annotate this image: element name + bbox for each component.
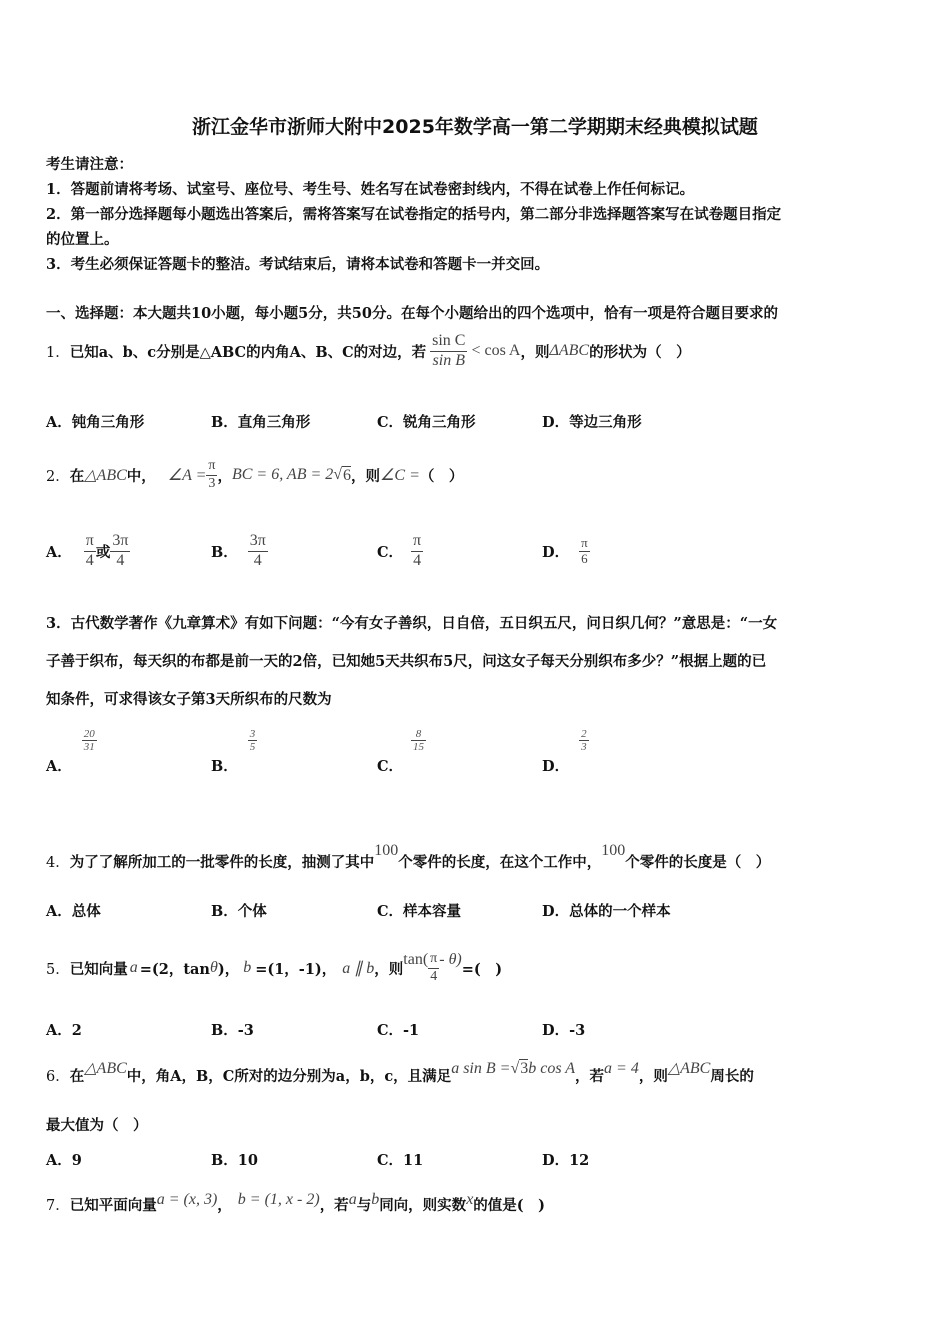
math-condition: a = 4 bbox=[604, 1060, 639, 1077]
option-c: C．-1 bbox=[377, 1022, 420, 1039]
option-a: A．9 bbox=[46, 1152, 82, 1169]
math-condition: BC = 6, AB = 2 bbox=[231, 466, 334, 483]
question-text: ，则 bbox=[351, 467, 381, 485]
option-b bbox=[211, 728, 257, 776]
question-text: 为了了解所加工的一批零件的长度，抽测了其中 bbox=[69, 854, 375, 871]
fraction: $\frac{8}{15}$ bbox=[413, 727, 425, 754]
angle-c: ∠C = bbox=[380, 467, 420, 484]
question-text: 与 bbox=[356, 1197, 372, 1214]
question-text: ， bbox=[217, 1197, 232, 1214]
question-text: ，若 bbox=[575, 1068, 605, 1085]
or-text: 或 bbox=[95, 543, 111, 561]
question-text: 周长的 bbox=[710, 1068, 754, 1085]
option-a bbox=[46, 728, 97, 776]
question-number: 5． bbox=[46, 961, 70, 978]
fraction: $\frac{\pi}{4}$ bbox=[413, 532, 422, 569]
question-text: 的形状为（ ） bbox=[589, 343, 691, 361]
question-text: ，则 bbox=[638, 1068, 668, 1085]
math-relation: < cos A bbox=[471, 342, 521, 359]
question-text: ，则 bbox=[374, 960, 404, 978]
question-3-line: 3．古代数学著作《九章算术》有如下问题：“今有女子善织，日自倍，五日织五尺，问日织几何？”意思是：“一女 bbox=[46, 615, 778, 632]
option-a: A．2 bbox=[46, 1022, 82, 1039]
math-triangle: ΔABC bbox=[549, 342, 590, 359]
fraction: $\frac{\pi}{4}$ bbox=[430, 951, 438, 984]
page-title: 浙江金华市浙师大附中2025年数学高一第二学期期末经典模拟试题 bbox=[192, 116, 758, 138]
notice-item: 的位置上。 bbox=[46, 231, 119, 248]
option-a: A．总体 bbox=[46, 903, 101, 920]
question-number: 2． bbox=[46, 468, 70, 485]
question-text: 的值是( ) bbox=[473, 1197, 546, 1214]
vector-a: a bbox=[348, 1191, 357, 1208]
fraction: $\frac{\pi}{4}$ bbox=[85, 532, 94, 569]
question-6: 6． 在 △ABC 中，角A，B，C所对的边分别为a，b，c，且满足 a sin B = √ 3 b cos A ，若 a = 4 ，则 △ABC 周长的 bbox=[46, 1060, 754, 1085]
question-7 bbox=[46, 1185, 545, 1215]
fraction: $\frac{3}{5}$ bbox=[249, 727, 256, 754]
option-label: B． bbox=[211, 543, 238, 561]
option-label: D． bbox=[542, 758, 570, 775]
angle-a: ∠A = bbox=[167, 467, 207, 484]
vector-b: b bbox=[243, 959, 252, 976]
question-number: 1． bbox=[46, 344, 70, 361]
math-number: 100 bbox=[374, 842, 399, 859]
math-number: 100 bbox=[601, 842, 626, 859]
tan-argument: - θ) bbox=[439, 951, 462, 968]
question-text: 中，角A，B，C所对的边分别为a，b，c，且满足 bbox=[126, 1068, 452, 1085]
variable-x: x bbox=[466, 1191, 474, 1208]
section-heading: 一、选择题：本大题共10小题，每小题5分，共50分。在每个小题给出的四个选项中，恰有一项是符合题目要求的 bbox=[46, 305, 778, 322]
option-a bbox=[46, 528, 130, 574]
math-triangle: △ABC bbox=[667, 1060, 711, 1077]
question-text: 已知平面向量 bbox=[69, 1197, 157, 1214]
fraction: $\frac{3\pi}{4}$ bbox=[249, 532, 266, 569]
vector-b: b bbox=[371, 1191, 380, 1208]
sqrt-value: 3 bbox=[520, 1060, 529, 1077]
question-3-line: 子善于织布，每天织的布都是前一天的2倍，已知她5天共织布5尺，问这女子每天分别织布多少？”根据上题的已 bbox=[46, 653, 767, 670]
option-label: A． bbox=[46, 543, 72, 561]
question-text: 个零件的长度，在这个工作中， bbox=[398, 854, 602, 871]
question-text: ，则 bbox=[520, 343, 550, 361]
sqrt-value: 6 bbox=[343, 466, 352, 484]
option-label: D． bbox=[542, 543, 570, 561]
denominator: sin B bbox=[432, 351, 465, 369]
question-text: ，若 bbox=[319, 1197, 349, 1214]
option-b bbox=[211, 528, 268, 574]
option-c: C．锐角三角形 bbox=[377, 414, 476, 431]
question-text: （ ） bbox=[419, 467, 464, 485]
option-b: B．10 bbox=[211, 1152, 258, 1169]
theta: θ bbox=[209, 959, 218, 976]
fraction: $\frac{\pi}{6}$ bbox=[581, 534, 588, 566]
question-3-line: 知条件，可求得该女子第3天所织布的尺数为 bbox=[46, 691, 332, 708]
option-label: C． bbox=[377, 758, 404, 775]
question-2: 2． 在 △ABC 中， ∠A = $\frac{\pi}{3}$ ， BC = 6, AB = 2 √ 6 ，则 ∠C = （ ） bbox=[46, 458, 464, 491]
option-b: B．-3 bbox=[211, 1022, 254, 1039]
question-6-line: 最大值为（ ） bbox=[46, 1117, 148, 1134]
tan-function: tan( bbox=[403, 951, 429, 968]
notice-item: 2．第一部分选择题每小题选出答案后，需将答案写在试卷指定的括号内，第二部分非选择题答案写在试卷题目指定 bbox=[46, 206, 782, 223]
notice-item: 1．答题前请将考场、试室号、座位号、考生号、姓名写在试卷密封线内，不得在试卷上作任何标记。 bbox=[46, 181, 695, 198]
math-equation: a sin B = bbox=[451, 1060, 511, 1077]
option-d: D．等边三角形 bbox=[542, 414, 642, 431]
numerator: π bbox=[206, 458, 217, 475]
parallel-relation: a ∥ b bbox=[342, 960, 375, 977]
option-a: A．钝角三角形 bbox=[46, 414, 145, 431]
question-number: 6． bbox=[46, 1069, 70, 1085]
vector-b-definition: b = (1, x - 2) bbox=[237, 1191, 320, 1208]
question-text: ， bbox=[217, 467, 232, 485]
question-text: 个零件的长度是（ ） bbox=[625, 854, 771, 871]
question-text: 同向，则实数 bbox=[379, 1197, 467, 1214]
option-c bbox=[377, 528, 423, 574]
notice-item: 3．考生必须保证答题卡的整洁。考试结束后，请将本试卷和答题卡一并交回。 bbox=[46, 256, 550, 273]
option-b: B．直角三角形 bbox=[211, 414, 311, 431]
question-text: 已知向量 bbox=[69, 960, 128, 978]
numerator: sin C bbox=[430, 332, 467, 351]
option-label: B． bbox=[211, 758, 238, 775]
question-text: 已知a、b、c分别是△ABC的内角A、B、C的对边，若 bbox=[69, 343, 427, 361]
fraction bbox=[430, 332, 467, 370]
option-d bbox=[542, 528, 590, 574]
math-equation: b cos A bbox=[528, 1060, 576, 1077]
question-text: 在 bbox=[69, 1068, 85, 1085]
option-b: B．个体 bbox=[211, 903, 267, 920]
fraction bbox=[206, 458, 217, 491]
vector-a-definition: a = (x, 3) bbox=[156, 1191, 218, 1208]
vector-b-value: =(1，-1)， bbox=[255, 960, 337, 978]
question-text: 在 bbox=[69, 467, 85, 485]
option-c: C．样本容量 bbox=[377, 903, 462, 920]
fraction: $\frac{20}{31}$ bbox=[83, 727, 95, 754]
vector-a: a bbox=[129, 959, 138, 976]
option-label: C． bbox=[377, 543, 404, 561]
fraction: $\frac{3\pi}{4}$ bbox=[112, 532, 129, 569]
question-4 bbox=[46, 838, 770, 872]
question-text: 中， bbox=[126, 467, 156, 485]
question-text: =( ) bbox=[461, 960, 503, 978]
math-triangle: △ABC bbox=[84, 467, 127, 484]
question-number: 4． bbox=[46, 855, 70, 871]
option-d: D．12 bbox=[542, 1152, 590, 1169]
question-text: )， bbox=[217, 960, 240, 978]
fraction: $\frac{2}{3}$ bbox=[581, 727, 587, 754]
question-1 bbox=[46, 328, 691, 374]
question-number: 7． bbox=[46, 1198, 70, 1214]
denominator: 3 bbox=[208, 475, 216, 491]
question-5 bbox=[46, 942, 502, 994]
option-label: A． bbox=[46, 758, 72, 775]
option-d: D．-3 bbox=[542, 1022, 586, 1039]
notice-heading: 考生请注意： bbox=[46, 156, 133, 173]
math-triangle: △ABC bbox=[84, 1060, 127, 1077]
option-d bbox=[542, 728, 589, 776]
option-c: C．11 bbox=[377, 1152, 424, 1169]
option-c bbox=[377, 728, 426, 776]
vector-a-value: =(2，tan bbox=[139, 960, 210, 978]
option-d: D．总体的一个样本 bbox=[542, 903, 671, 920]
